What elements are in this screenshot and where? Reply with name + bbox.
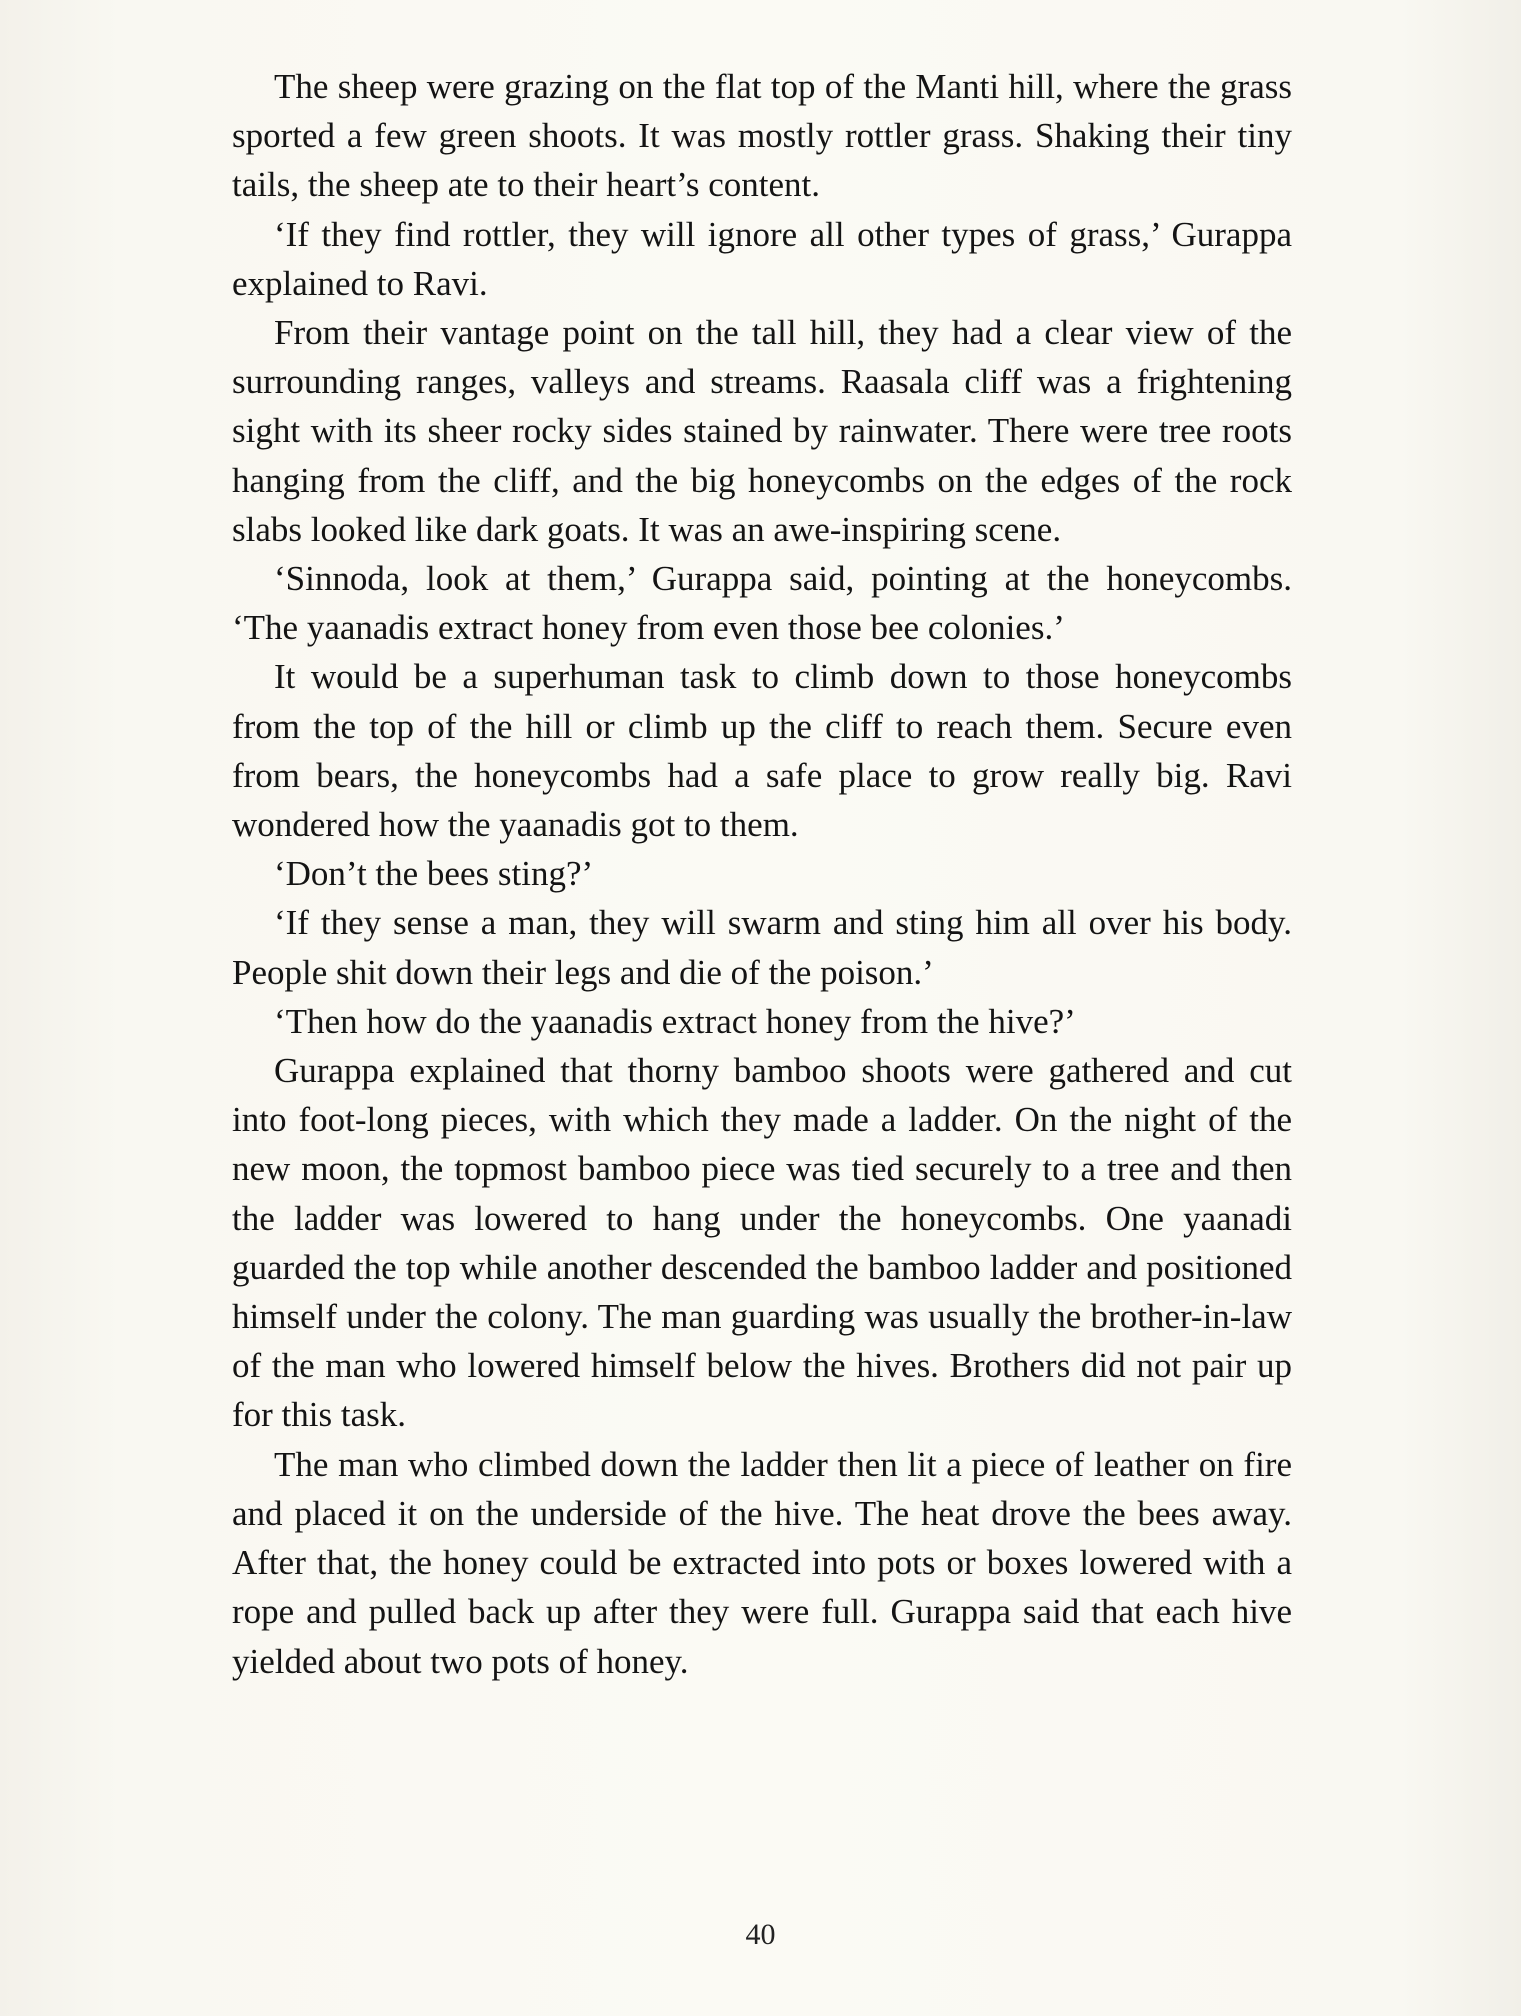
paragraph-5: It would be a superhuman task to climb down to those honeycombs from the top of the hill or climb up the cliff to reach them. Secure even from bears, the honeycombs had a safe place to grow really big. Ravi wondered how the yaanadis got to them.: [232, 657, 1292, 845]
paragraph-1: The sheep were grazing on the flat top of the Manti hill, where the grass sported a few green shoots. It was mostly rottler grass. Shaking their tiny tails, the sheep ate to their heart’s content.: [232, 67, 1292, 205]
paragraph-9: Gurappa explained that thorny bamboo shoots were gathered and cut into foot-long pieces, with which they made a ladder. On the night of the new moon, the topmost bamboo piece was tied securely to a tree and then the ladder was lowered to hang under the honeycombs. One yaanadi guarded the top while another descended the bamboo ladder and positioned himself under the colony. The man guarding was usually the brother-in-law of the man who lowered himself below the hives. Brothers did not pair up for this task.: [232, 1051, 1292, 1435]
body-text: [232, 62, 1292, 1686]
paragraph-4: ‘Sinnoda, look at them,’ Gurappa said, pointing at the honeycombs. ‘The yaanadis extract honey from even those bee colonies.’: [232, 559, 1292, 648]
paragraph-2: ‘If they find rottler, they will ignore all other types of grass,’ Gurappa explained to Ravi.: [232, 214, 1292, 303]
page-number: 40: [745, 1918, 776, 1951]
paragraph-8: ‘Then how do the yaanadis extract honey from the hive?’: [274, 1001, 1076, 1041]
paragraph-3: From their vantage point on the tall hill, they had a clear view of the surrounding ranges, valleys and streams. Raasala cliff was a frightening sight with its sheer rocky sides stained by rainwater. There were tree roots hanging from the cliff, and the big honeycombs on the edges of the rock slabs looked like dark goats. It was an awe-inspiring scene.: [232, 313, 1292, 549]
paragraph-10: The man who climbed down the ladder then lit a piece of leather on fire and placed it on the underside of the hive. The heat drove the bees away. After that, the honey could be extracted into pots or boxes lowered with a rope and pulled back up after they were full. Gurappa said that each hive yielded about two pots of honey.: [232, 1444, 1292, 1681]
paragraph-6: ‘Don’t the bees sting?’: [274, 854, 594, 894]
paragraph-7: ‘If they sense a man, they will swarm and sting him all over his body. People shit down their legs and die of the poison.’: [232, 903, 1292, 992]
